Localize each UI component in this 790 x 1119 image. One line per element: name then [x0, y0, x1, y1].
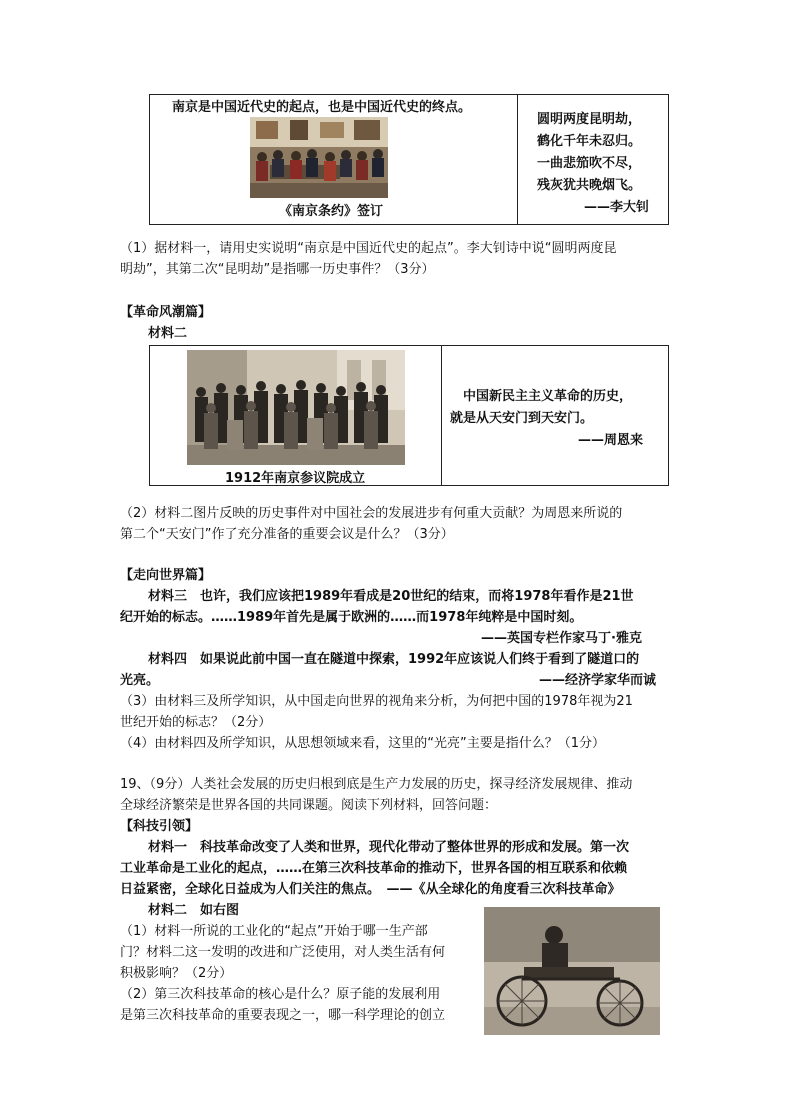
question-line: （1）据材料一，请用史实说明“南京是中国近代史的起点”。李大钊诗中说“圆明两度昆: [120, 241, 617, 256]
poem-line: 鹤化千年未忍归。: [537, 134, 642, 149]
question-line: （2）第三次科技革命的核心是什么？原子能的发展利用: [120, 987, 441, 1002]
material-one-text: [120, 837, 629, 900]
section-heading-revolution: 【革命风潮篇】: [120, 305, 212, 320]
material-four-line: 光亮。: [120, 673, 160, 688]
material-three-line: 纪开始的标志。……1989年首先是属于欧洲的……而1978年纯粹是中国时刻。: [120, 610, 583, 625]
table-heading: 南京是中国近代史的起点，也是中国近代史的终点。: [172, 100, 472, 115]
poem-author: ——李大钊: [584, 200, 650, 215]
question-19-2: [120, 984, 445, 1026]
question-line: 门？材料二这一发明的改进和广泛使用，对人类生活有何: [120, 945, 446, 960]
question-1: [120, 238, 616, 280]
poem-line: 残灰犹共晚烟飞。: [537, 178, 642, 193]
section-heading-world: 【走向世界篇】: [120, 568, 212, 583]
question-line: 世纪开始的标志？（2分）: [120, 715, 272, 730]
question-19-intro: [120, 774, 632, 816]
poem-line: 一曲悲笳吹不尽，: [537, 156, 642, 171]
question-2: [120, 503, 622, 545]
question-4: （4）由材料四及所学知识，从思想领域来看，这里的“光亮”主要是指什么？（1分）: [120, 736, 606, 751]
question-line: 明劫”，其第二次“昆明劫”是指哪一历史事件？（3分）: [120, 262, 435, 277]
photo-caption: 《南京条约》签订: [279, 204, 384, 219]
material-line: 日益紧密，全球化日益成为人们关注的焦点。 ——《从全球化的角度看三次科技革命》: [120, 882, 621, 897]
poem-line: 圆明两度昆明劫，: [537, 112, 642, 127]
material-one-table: [149, 94, 669, 225]
zhou-enlai-quote: [450, 386, 643, 452]
question-line: （1）材料一所说的工业化的“起点”开始于哪一生产部: [120, 924, 428, 939]
photo-caption: 1912年南京参议院成立: [225, 471, 366, 486]
material-two-table: [149, 345, 669, 486]
question-19-1: [120, 921, 445, 984]
material-line: 材料一 科技革命改变了人类和世界，现代化带动了整体世界的形成和发展。第一次: [148, 840, 630, 855]
material-four-line: 材料四 如果说此前中国一直在隧道中探索，1992年应该说人们终于看到了隧道口的: [148, 652, 640, 667]
material-two-text: 材料二 如右图: [148, 903, 240, 918]
intro-line: 19、（9分）人类社会发展的历史归根到底是生产力发展的历史，探寻经济发展规律、推动: [120, 777, 633, 792]
nanjing-senate-1912-photo: [187, 350, 405, 465]
question-line: 第二个“天安门”作了充分准备的重要会议是什么？（3分）: [120, 527, 454, 542]
material-four-author: ——经济学家华而诚: [539, 673, 657, 688]
material-three-author: ——英国专栏作家马丁·雅克: [481, 631, 642, 646]
quote-line: 中国新民主主义革命的历史，: [463, 389, 633, 404]
ford-quadricycle-photo: [484, 907, 660, 1035]
question-line: 是第三次科技革命的重要表现之一，哪一科学理论的创立: [120, 1008, 446, 1023]
quote-line: 就是从天安门到天安门。: [450, 411, 594, 426]
question-line: （2）材料二图片反映的历史事件对中国社会的发展进步有何重大贡献？为周恩来所说的: [120, 506, 623, 521]
material-two-label: 材料二: [148, 326, 188, 341]
poem: [537, 109, 649, 219]
table-divider: [517, 95, 518, 224]
treaty-of-nanjing-painting: [250, 117, 388, 198]
intro-line: 全球经济繁荣是世界各国的共同课题。阅读下列材料，回答问题：: [120, 798, 498, 813]
question-line: （3）由材料三及所学知识，从中国走向世界的视角来分析，为何把中国的1978年视为21: [120, 694, 633, 709]
question-3: [120, 691, 633, 733]
quote-author: ——周恩来: [578, 433, 644, 448]
material-line: 工业革命是工业化的起点，……在第三次科技革命的推动下，世界各国的相互联系和依赖: [120, 861, 628, 876]
question-line: 积极影响？（2分）: [120, 966, 233, 981]
table-divider: [441, 346, 442, 485]
material-three-line: 材料三 也许，我们应该把1989年看成是20世纪的结束，而将1978年看作是21世: [148, 589, 634, 604]
section-heading-tech: 【科技引领】: [120, 819, 199, 834]
